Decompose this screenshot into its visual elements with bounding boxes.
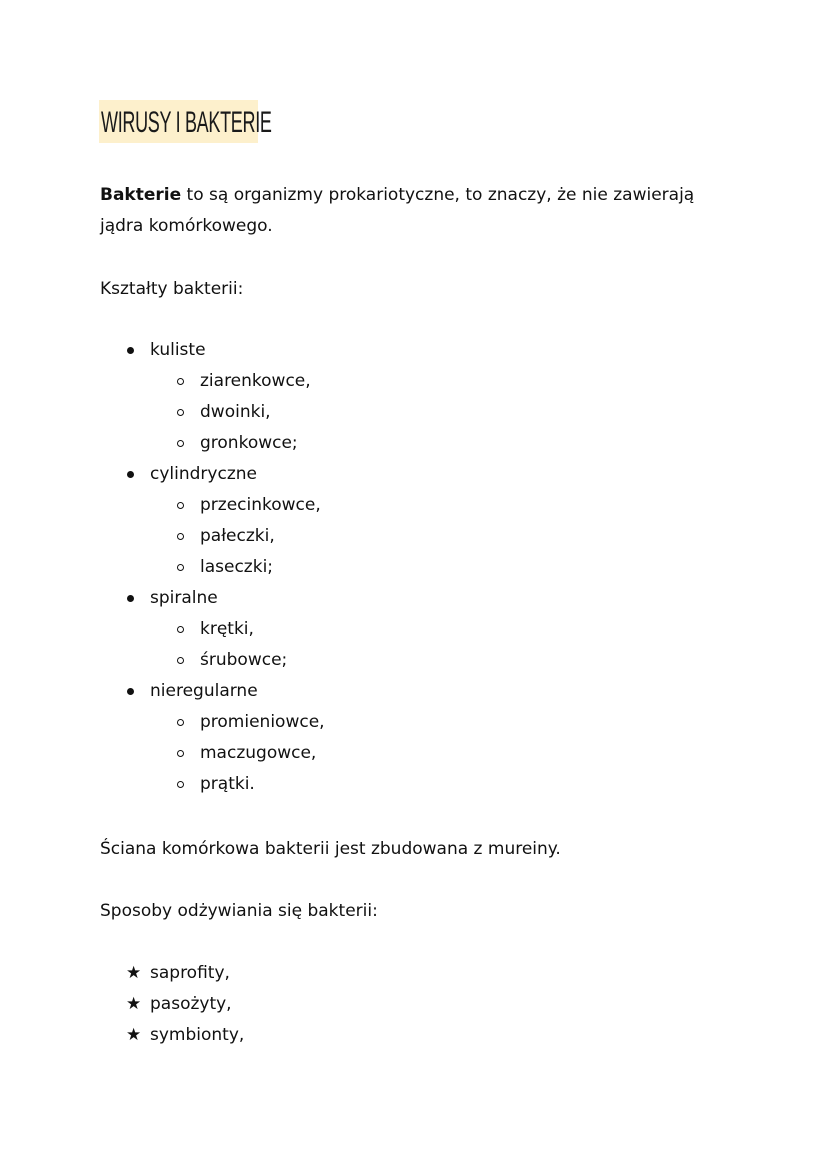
sub-bullet-icon [177,502,184,509]
nutrition-heading: Sposoby odżywiania się bakterii: [100,901,378,921]
sub-bullet-icon [177,657,184,664]
page-title: WIRUSY I BAKTERIE [101,106,272,139]
sub-bullet-icon [177,781,184,788]
sub-list-item: maczugowce, [200,743,317,763]
sub-list-item: laseczki; [200,557,274,577]
list-item: cylindryczne [150,464,257,484]
nutrition-item: symbionty, [150,1025,245,1045]
sub-list-item: śrubowce; [200,650,288,670]
bullet-icon [127,595,134,602]
sub-bullet-icon [177,440,184,447]
intro-line-1 [100,180,694,211]
nutrition-item: saprofity, [150,963,230,983]
intro-line-2: jądra komórkowego. [100,216,273,236]
sub-bullet-icon [177,409,184,416]
sub-list-item: prątki. [200,774,255,794]
list-item: spiralne [150,588,218,608]
sub-bullet-icon [177,750,184,757]
bullet-icon [127,347,134,354]
sub-bullet-icon [177,533,184,540]
sub-bullet-icon [177,564,184,571]
sub-list-item: pałeczki, [200,526,275,546]
nutrition-item: pasożyty, [150,994,232,1014]
star-icon: ★ [126,994,142,1014]
sub-list-item: promieniowce, [200,712,325,732]
sub-list-item: gronkowce; [200,433,298,453]
sub-list-item: ziarenkowce, [200,371,311,391]
shapes-heading: Kształty bakterii: [100,279,244,299]
intro-bold-term: Bakterie [100,185,182,205]
star-icon: ★ [126,963,142,983]
wall-text: Ściana komórkowa bakterii jest zbudowana z mureiny. [100,839,561,859]
bullet-icon [127,688,134,695]
list-item: kuliste [150,340,206,360]
sub-bullet-icon [177,378,184,385]
title-highlight [99,100,272,143]
sub-list-item: dwoinki, [200,402,271,422]
sub-list-item: krętki, [200,619,254,639]
bullet-icon [127,471,134,478]
star-icon: ★ [126,1025,142,1045]
sub-bullet-icon [177,626,184,633]
sub-bullet-icon [177,719,184,726]
list-item: nieregularne [150,681,258,701]
intro-text: to są organizmy prokariotyczne, to znaczy, że nie zawierają [181,185,695,205]
sub-list-item: przecinkowce, [200,495,321,515]
